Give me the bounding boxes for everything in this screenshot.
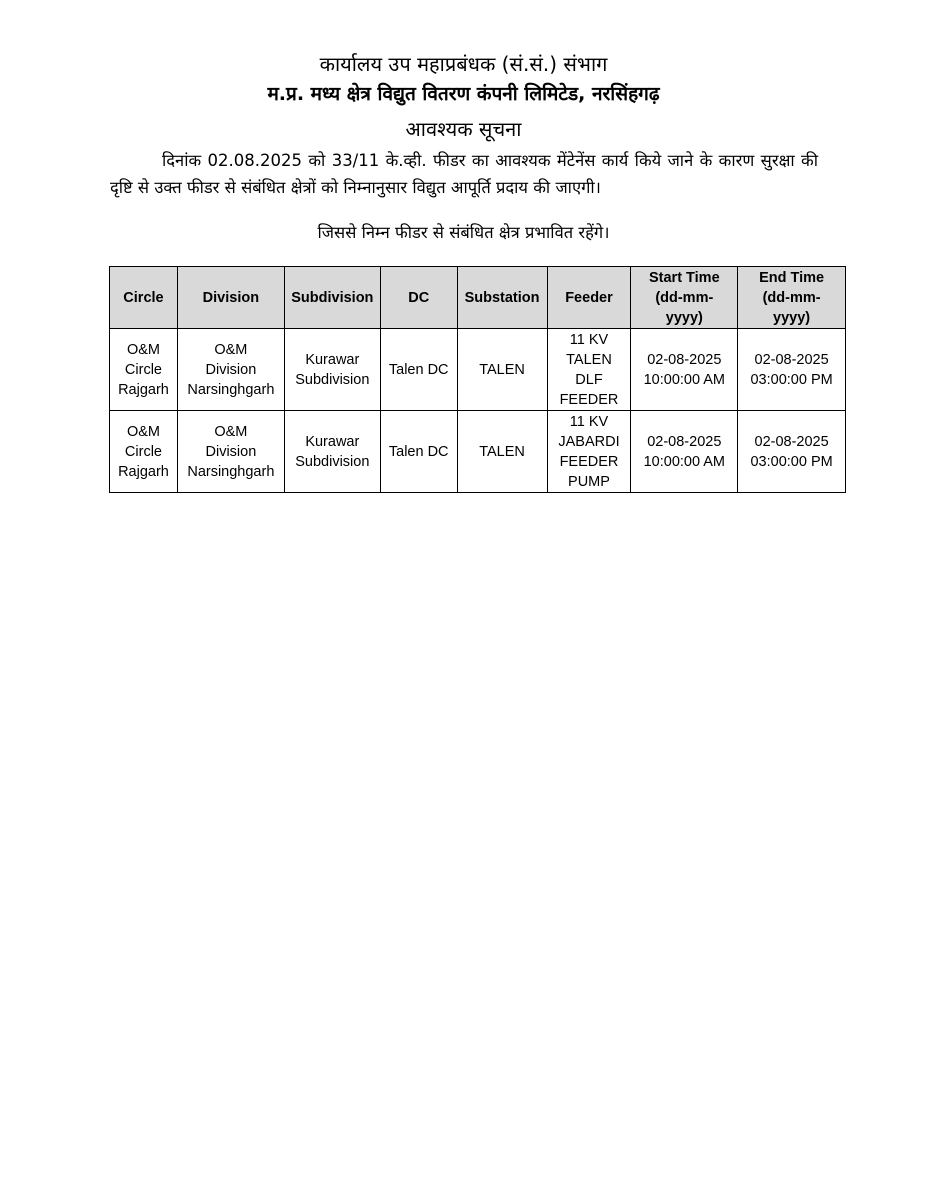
notice-paragraph: दिनांक 02.08.2025 को 33/11 के.व्ही. फीडर का आवश्यक मेंटेनेंस कार्य किये जाने के कारण सुरक्षा की दृष्टि से उक्त फीडर से संबंधित क्षेत्रों को निम्नानुसार विद्युत आपूर्ति प्रदाय की जाएगी।	[110, 151, 818, 197]
cell-circle: O&M Circle Rajgarh	[110, 411, 178, 493]
affected-areas-line: जिससे निम्न फीडर से संबंधित क्षेत्र प्रभावित रहेंगे।	[317, 223, 610, 242]
cell-dc: Talen DC	[380, 411, 457, 493]
header-substation: Substation	[457, 267, 547, 329]
header-start-time: Start Time (dd-mm- yyyy)	[631, 267, 738, 329]
cell-dc: Talen DC	[380, 329, 457, 411]
cell-feeder: 11 KV JABARDI FEEDER PUMP	[547, 411, 631, 493]
cell-start-time: 02-08-2025 10:00:00 AM	[631, 411, 738, 493]
header-end-time: End Time (dd-mm- yyyy)	[738, 267, 846, 329]
cell-feeder: 11 KV TALEN DLF FEEDER	[547, 329, 631, 411]
header-circle: Circle	[110, 267, 178, 329]
schedule-table	[109, 266, 846, 493]
header-dc: DC	[380, 267, 457, 329]
cell-substation: TALEN	[457, 411, 547, 493]
cell-subdivision: Kurawar Subdivision	[284, 329, 380, 411]
cell-start-time: 02-08-2025 10:00:00 AM	[631, 329, 738, 411]
office-title: कार्यालय उप महाप्रबंधक (सं.सं.) संभाग	[319, 52, 608, 76]
table-header-row	[110, 267, 846, 329]
cell-subdivision: Kurawar Subdivision	[284, 411, 380, 493]
header-feeder: Feeder	[547, 267, 631, 329]
table-row	[110, 411, 846, 493]
cell-division: O&M Division Narsinghgarh	[177, 329, 284, 411]
cell-end-time: 02-08-2025 03:00:00 PM	[738, 411, 846, 493]
cell-division: O&M Division Narsinghgarh	[177, 411, 284, 493]
table-row	[110, 329, 846, 411]
company-name: म.प्र. मध्य क्षेत्र विद्युत वितरण कंपनी लिमिटेड, नरसिंहगढ़	[267, 83, 660, 105]
cell-end-time: 02-08-2025 03:00:00 PM	[738, 329, 846, 411]
header-division: Division	[177, 267, 284, 329]
cell-substation: TALEN	[457, 329, 547, 411]
notice-title: आवश्यक सूचना	[405, 117, 522, 141]
cell-circle: O&M Circle Rajgarh	[110, 329, 178, 411]
header-subdivision: Subdivision	[284, 267, 380, 329]
